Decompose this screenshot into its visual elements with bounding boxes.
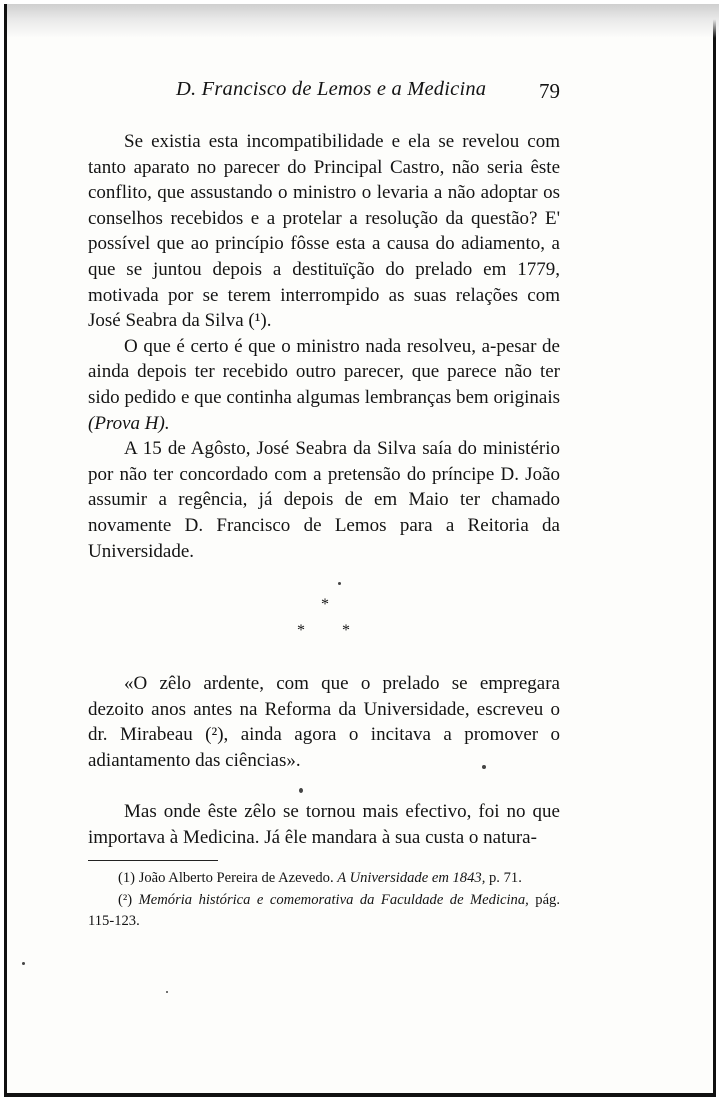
paragraph-1: Se existia esta incompatibilidade e ela se revelou com tanto aparato no parecer do Principal Castro, não seria êste conflito, que assustando o ministro o levaria a não adoptar os conselhos recebidos e a protelar a resolução da questão? E' possível que ao princípio fôsse esta a causa do adiamento, a que se juntou depois a destituïção do prelado em 1779, motivada por se terem interrompido as suas relações com José Seabra da Silva (¹). <box>88 131 560 332</box>
paragraph-2-text: O que é certo é que o ministro nada resolveu, a-pesar de ainda depois ter recebido outro parecer, que parece não ter sido pedido e que continha algumas lembranças bem originais <box>88 335 560 408</box>
running-title: D. Francisco de Lemos e a Medicina <box>176 78 487 100</box>
proof-reference: (Prova H). <box>88 412 170 434</box>
footnote-rule <box>88 860 218 861</box>
paper-speck <box>299 788 303 793</box>
scan-shadow <box>7 4 719 38</box>
paragraph-2 <box>88 334 560 436</box>
asterisk-left: * <box>297 622 305 639</box>
paper-speck <box>338 582 341 585</box>
paragraph-3: A 15 de Agôsto, José Seabra da Silva saía do ministério por não ter concordado com a pretensão do príncipe D. João assumir a regência, já depois de em Maio ter chamado novamente D. Francisco de Lemos para a Reitoria da Universidade. <box>88 438 560 562</box>
footnote-2 <box>88 890 560 933</box>
page-header <box>0 78 726 108</box>
body-text-upper <box>88 129 560 564</box>
footnote-1-marker: (1) <box>118 870 136 886</box>
asterisk-right: * <box>342 622 350 639</box>
asterisk-top: * <box>321 596 329 613</box>
footnote-2-marker: (²) <box>118 891 133 908</box>
footnote-1-pages: p. 71. <box>489 870 522 886</box>
footnotes <box>88 868 560 933</box>
paper-speck <box>166 991 168 993</box>
footnote-1 <box>88 868 560 890</box>
section-asterism <box>0 596 726 648</box>
paragraph-5: Mas onde êste zêlo se tornou mais efectivo, foi no que importava à Medicina. Já êle mandara à sua custa o natura- <box>88 801 560 848</box>
footnote-2-title: Memória histórica e comemorativa da Faculdade de Medicina, <box>138 891 529 908</box>
paper-speck <box>482 765 486 769</box>
footnote-1-author: João Alberto Pereira de Azevedo. <box>138 870 334 886</box>
body-text-quote <box>88 671 560 773</box>
body-text-lower <box>88 799 560 850</box>
page-number: 79 <box>539 79 560 103</box>
footnote-2-pages: pág. 115-123. <box>88 891 561 929</box>
footnote-1-title: A Universidade em 1843, <box>337 870 486 886</box>
paragraph-4: «O zêlo ardente, com que o prelado se empregara dezoito anos antes na Reforma da Universidade, escreveu o dr. Mirabeau (²), ainda agora o incitava a promover o adiantamento das ciências». <box>88 673 560 771</box>
paper-speck <box>22 962 25 965</box>
